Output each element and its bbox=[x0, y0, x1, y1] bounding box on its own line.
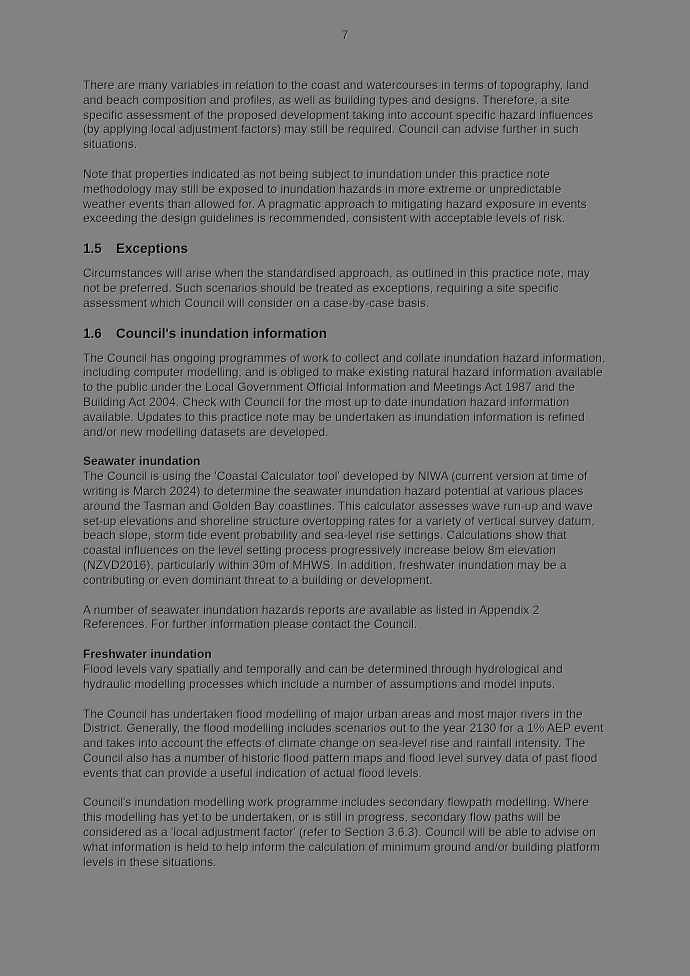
paragraph-intro: There are many variables in relation to the coast and watercourses in terms of topography, land and beach composition and profiles, as well as building types and designs. Therefore, a site specific assessment of the proposed development taking into account specific hazard influences (by applying local adjustment factors) may still be required. Council can advise further in such situations. bbox=[83, 78, 594, 152]
paragraph-reports: A number of seawater inundation hazards reports are available as listed in Appendix 2 References. For further information please contact the Council. bbox=[83, 602, 540, 632]
subheading-freshwater-inundation: Freshwater inundation bbox=[83, 647, 212, 662]
paragraph-flowpaths: Council's inundation modelling work programme includes secondary flowpath modelling. Where this modelling has yet to be undertaken, or is still in progress, secondary flow paths will be considered as a 'local adjustment factor' (refer to Section 3.6.3). Council will be able to advise on what information is held to help inform the calculation of minimum ground and/or building platform levels in these situations. bbox=[83, 795, 600, 869]
subheading-seawater-inundation: Seawater inundation bbox=[83, 454, 201, 469]
paragraph-freshwater-body: Flood levels vary spatially and temporally and can be determined through hydrological and hydraulic modelling processes which include a number of assumptions and model inputs. bbox=[83, 661, 563, 691]
section-heading-1-6 bbox=[83, 326, 607, 342]
paragraph-note: Note that properties indicated as not being subject to inundation under this practice note methodology may still be exposed to inundation hazards in more extreme or unpredictable weather events than allowed for. A pragmatic approach to mitigating hazard exposure in events exceeding the design guidelines is recommended, consistent with acceptable levels of risk. bbox=[83, 166, 587, 226]
paragraph-exceptions: Circumstances will arise when the standardised approach, as outlined in this practice note, may not be preferred. Such scenarios should be treated as exceptions, requiring a site specific assessment which Council will consider on a case-by-case basis. bbox=[83, 266, 590, 310]
paragraph-council-info: The Council has ongoing programmes of work to collect and collate inundation hazard information, including computer modelling, and is obliged to make existing natural hazard information available to the public under the Local Government Official Information and Meetings Act 1987 and the Building Act 2004. Check with Council for the most up to date inundation hazard information available. Updates to this practice note may be undertaken as inundation information is refined and/or new modelling datasets are developed. bbox=[83, 350, 606, 439]
section-title: Exceptions bbox=[116, 241, 189, 257]
paragraph-seawater-body: The Council is using the 'Coastal Calculator tool' developed by NIWA (current version at time of writing is March 2024) to determine the seawater inundation hazard potential at various places around the Tasman and Golden Bay coastlines. This calculator assesses wave run-up and wave set-up elevations and shoreline structure overtopping rates for a variety of vertical survey datum, beach slope, storm tide event probability and sea-level rise settings. Calculations show that coastal influences on the level setting process progressively increase below 8m elevation (NZVD2016), particularly within 30m of MHWS. In addition, freshwater inundation may be a contributing or even dominant threat to a building or development. bbox=[83, 469, 595, 587]
section-number: 1.5 bbox=[83, 241, 102, 257]
page-number: 7 bbox=[341, 28, 349, 42]
paragraph-flood-modelling: The Council has undertaken flood modelling of major urban areas and most major rivers in the District. Generally, the flood modelling includes scenarios out to the year 2130 for a 1% AEP event and takes into account the effects of climate change on sea-level rise and rainfall intensity. The Council also has a number of historic flood pattern maps and flood level survey data of past flood events that can provide a useful indication of actual flood levels. bbox=[83, 706, 604, 780]
section-number: 1.6 bbox=[83, 325, 102, 341]
page-content bbox=[83, 78, 607, 884]
section-title: Council's inundation information bbox=[116, 325, 327, 341]
section-heading-1-5 bbox=[83, 241, 607, 257]
